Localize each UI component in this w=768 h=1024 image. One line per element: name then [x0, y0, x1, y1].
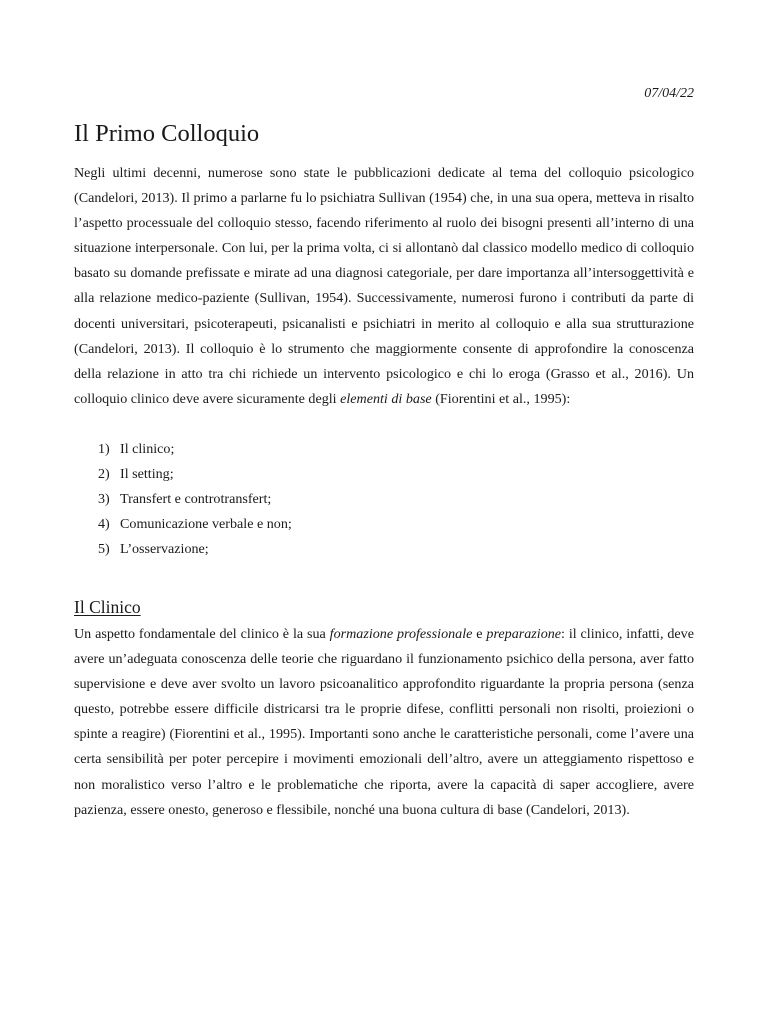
clinico-text-part3: : il clinico, infatti, deve avere un’adeguata conoscenza delle teorie che riguardano il funzionamento psichico della persona, aver fatto supervisione e deve aver svolto un lavoro psicoanalitico approfondito riguardante la propria persona (senza questo, potrebbe essere difficile districarsi tra le proprie difese, conflitti personali non risolti, proiezioni o spinte a reagire) (Fiorentini et al., 1995). Importanti sono anche le caratteristiche personali, come l’avere una certa sensibilità per poter percepire i movimenti emozionali dell’altro, avere un atteggiamento rispettoso e non moralistico verso l’altro e le problematiche che riporta, avere la capacità di saper accogliere, avere pazienza, essere onesto, generoso e flessibile, nonché una buona cultura di base (Candelori, 2013). — [74, 626, 694, 818]
document-title: Il Primo Colloquio — [74, 120, 260, 147]
clinico-paragraph — [74, 622, 694, 823]
elements-list — [74, 437, 292, 562]
intro-emphasis: elementi di base — [340, 390, 432, 407]
list-item — [74, 512, 292, 537]
list-item-number: 3) — [98, 491, 110, 508]
list-item-text: Il setting; — [120, 466, 174, 483]
list-item-number: 4) — [98, 516, 110, 533]
clinico-emphasis-formazione: formazione professionale — [329, 626, 473, 642]
list-item — [74, 537, 292, 562]
intro-text-part1: Negli ultimi decenni, numerose sono state le pubblicazioni dedicate al tema del colloquio psicologico (Candelori, 2013). Il primo a parlarne fu lo psichiatra Sullivan (1954) che, in una sua opera, metteva in risalto l’aspetto processuale del colloquio stesso, facendo riferimento al ruolo dei bisogni presenti all’interno di una situazione interpersonale. Con lui, per la prima volta, ci si allontanò dal classico modello medico di colloquio basato su domande prefissate e mirate ad una diagnosi categoriale, per dare importanza all’intersoggettività e alla relazione medico-paziente (Sullivan, 1954). Successivamente, numerosi furono i contributi da parte di docenti universitari, psicoterapeuti, psicanalisti e psichiatri in merito al colloquio e alla sua strutturazione (Candelori, 2013). Il colloquio è lo strumento che maggiormente consente di approfondire la conoscenza della relazione in atto tra chi richiede un intervento psicologico e chi lo eroga (Grasso et al., 2016). Un colloquio clinico deve avere sicuramente degli — [74, 165, 694, 407]
list-item — [74, 487, 292, 512]
list-item — [74, 462, 292, 487]
list-item-number: 1) — [98, 441, 110, 457]
section-title-clinico: Il Clinico — [74, 597, 141, 617]
list-item-number: 5) — [98, 541, 110, 558]
list-item-text: Comunicazione verbale e non; — [120, 516, 292, 533]
intro-text-part2: (Fiorentini et al., 1995): — [431, 390, 571, 407]
list-item-text: L’osservazione; — [120, 541, 209, 558]
document-date: 07/04/22 — [644, 86, 694, 101]
intro-paragraph — [74, 161, 694, 412]
list-item-text: Il clinico; — [120, 441, 175, 457]
list-item-number: 2) — [98, 466, 110, 483]
clinico-text-part1: Un aspetto fondamentale del clinico è la sua — [74, 626, 330, 642]
clinico-text-part2: e — [472, 626, 487, 642]
clinico-emphasis-preparazione: preparazione — [486, 626, 562, 642]
list-item — [74, 437, 292, 462]
list-item-text: Transfert e controtransfert; — [120, 491, 272, 508]
